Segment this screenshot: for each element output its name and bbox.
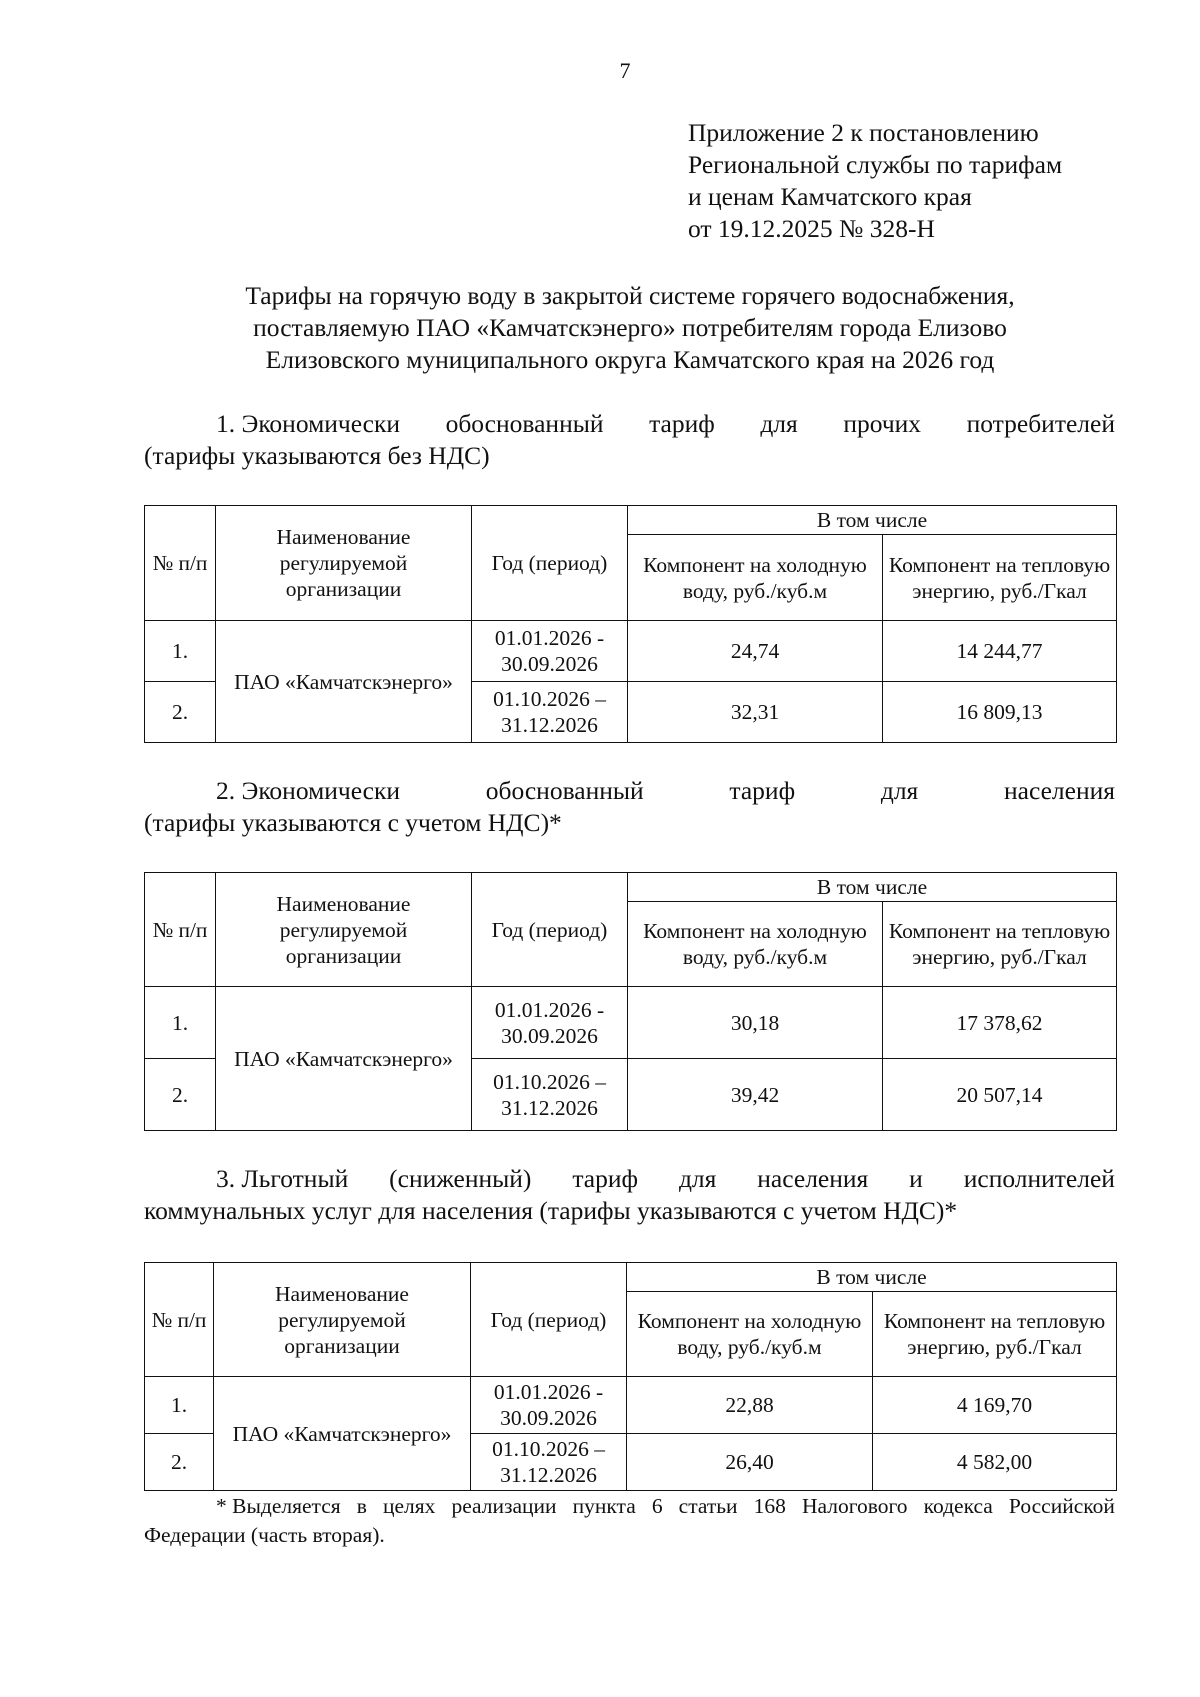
section-3-heading (144, 1163, 1115, 1227)
header-organization: Наименование регулируемой организации (216, 873, 472, 987)
row-cold-water: 32,31 (628, 682, 883, 743)
organization-name: ПАО «Камчатскэнерго» (216, 621, 472, 743)
justified-word: 6 (651, 1494, 663, 1518)
section-2-heading-line1 (144, 775, 1115, 807)
justified-word: потребителей (966, 409, 1115, 438)
justified-word: * Выделяется (216, 1494, 341, 1518)
header-period: Год (период) (472, 873, 628, 987)
justified-word: (сниженный) (389, 1164, 532, 1193)
row-num: 2. (145, 1434, 214, 1491)
row-cold-water: 26,40 (627, 1434, 873, 1491)
row-heat-energy: 4 169,70 (873, 1377, 1117, 1434)
row-period: 01.01.2026 - 30.09.2026 (472, 987, 628, 1059)
appendix-line: от 19.12.2025 № 328-Н (688, 214, 935, 243)
page-number: 7 (619, 58, 631, 83)
row-num: 1. (145, 987, 216, 1059)
justified-word: и (909, 1164, 923, 1193)
row-num: 1. (145, 621, 216, 682)
table-row (145, 987, 1117, 1059)
row-num: 1. (145, 1377, 214, 1434)
appendix-line: и ценам Камчатского края (688, 182, 972, 211)
header-num: № п/п (145, 873, 216, 987)
justified-word: Российской (1008, 1494, 1115, 1518)
justified-word: для (760, 409, 798, 438)
title-line: поставляемую ПАО «Камчатскэнерго» потребителям города Елизово (253, 313, 1007, 342)
justified-word: 3. Льготный (216, 1164, 349, 1193)
justified-word: тариф (729, 776, 796, 805)
header-organization: Наименование регулируемой организации (214, 1263, 471, 1377)
section-1-heading-line2: (тарифы указываются без НДС) (144, 441, 490, 470)
footnote (144, 1492, 1115, 1550)
tariff-table-3 (144, 1262, 1117, 1491)
header-period: Год (период) (471, 1263, 627, 1377)
row-period: 01.01.2026 - 30.09.2026 (471, 1377, 627, 1434)
row-period: 01.10.2026 – 31.12.2026 (472, 1059, 628, 1131)
justified-word: обоснованный (485, 776, 644, 805)
footnote-line1 (144, 1492, 1115, 1521)
table-row (145, 1377, 1117, 1434)
justified-word: исполнителей (963, 1164, 1115, 1193)
justified-word: тариф (572, 1164, 639, 1193)
row-heat-energy: 17 378,62 (883, 987, 1117, 1059)
row-cold-water: 24,74 (628, 621, 883, 682)
justified-word: Налогового (801, 1494, 908, 1518)
justified-word: реализации (451, 1494, 557, 1518)
section-3-heading-line1 (144, 1163, 1115, 1195)
header-cold-water: Компонент на холодную воду, руб./куб.м (628, 535, 883, 621)
header-heat-energy: Компонент на тепловую энергию, руб./Гкал (873, 1292, 1117, 1377)
row-num: 2. (145, 1059, 216, 1131)
header-including: В том числе (628, 506, 1117, 535)
header-num: № п/п (145, 506, 216, 621)
justified-word: 168 (753, 1494, 786, 1518)
tariff-table-2 (144, 872, 1117, 1131)
footnote-line2: Федерации (часть вторая). (144, 1523, 385, 1547)
appendix-block (688, 117, 1062, 245)
justified-word: 2. Экономически (216, 776, 401, 805)
row-heat-energy: 20 507,14 (883, 1059, 1117, 1131)
row-period: 01.01.2026 - 30.09.2026 (472, 621, 628, 682)
header-including: В том числе (627, 1263, 1117, 1292)
organization-name: ПАО «Камчатскэнерго» (214, 1377, 471, 1491)
row-cold-water: 39,42 (628, 1059, 883, 1131)
justified-word: населения (757, 1164, 869, 1193)
header-organization: Наименование регулируемой организации (216, 506, 472, 621)
justified-word: целях (382, 1494, 436, 1518)
justified-word: прочих (843, 409, 922, 438)
appendix-line: Региональной службы по тарифам (688, 150, 1063, 179)
row-heat-energy: 14 244,77 (883, 621, 1117, 682)
header-heat-energy: Компонент на тепловую энергию, руб./Гкал (883, 535, 1117, 621)
title-line: Елизовского муниципального округа Камчатского края на 2026 год (265, 345, 995, 374)
justified-word: обоснованный (445, 409, 604, 438)
justified-word: для (880, 776, 919, 805)
justified-word: населения (1004, 776, 1115, 805)
tariff-table-1 (144, 505, 1117, 743)
title-line: Тарифы на горячую воду в закрытой системе горячего водоснабжения, (245, 281, 1015, 310)
row-num: 2. (145, 682, 216, 743)
section-2-heading-line2: (тарифы указываются с учетом НДС)* (144, 808, 562, 837)
header-cold-water: Компонент на холодную воду, руб./куб.м (627, 1292, 873, 1377)
appendix-line: Приложение 2 к постановлению (688, 118, 1039, 147)
header-including: В том числе (628, 873, 1117, 902)
row-heat-energy: 16 809,13 (883, 682, 1117, 743)
row-period: 01.10.2026 – 31.12.2026 (472, 682, 628, 743)
organization-name: ПАО «Камчатскэнерго» (216, 987, 472, 1131)
section-3-heading-line2: коммунальных услуг для населения (тарифы указываются с учетом НДС)* (144, 1196, 958, 1225)
justified-word: тариф (649, 409, 715, 438)
row-cold-water: 30,18 (628, 987, 883, 1059)
row-cold-water: 22,88 (627, 1377, 873, 1434)
row-period: 01.10.2026 – 31.12.2026 (471, 1434, 627, 1491)
justified-word: статьи (678, 1494, 738, 1518)
justified-word: пункта (572, 1494, 636, 1518)
header-period: Год (период) (472, 506, 628, 621)
section-1-heading (144, 408, 1115, 472)
justified-word: 1. Экономически (216, 409, 401, 438)
document-title (145, 280, 1115, 376)
header-num: № п/п (145, 1263, 214, 1377)
header-cold-water: Компонент на холодную воду, руб./куб.м (628, 902, 883, 987)
header-heat-energy: Компонент на тепловую энергию, руб./Гкал (883, 902, 1117, 987)
justified-word: в (356, 1494, 367, 1518)
row-heat-energy: 4 582,00 (873, 1434, 1117, 1491)
justified-word: для (678, 1164, 717, 1193)
section-1-heading-line1 (144, 408, 1115, 440)
justified-word: кодекса (923, 1494, 993, 1518)
table-row (145, 621, 1117, 682)
section-2-heading (144, 775, 1115, 839)
